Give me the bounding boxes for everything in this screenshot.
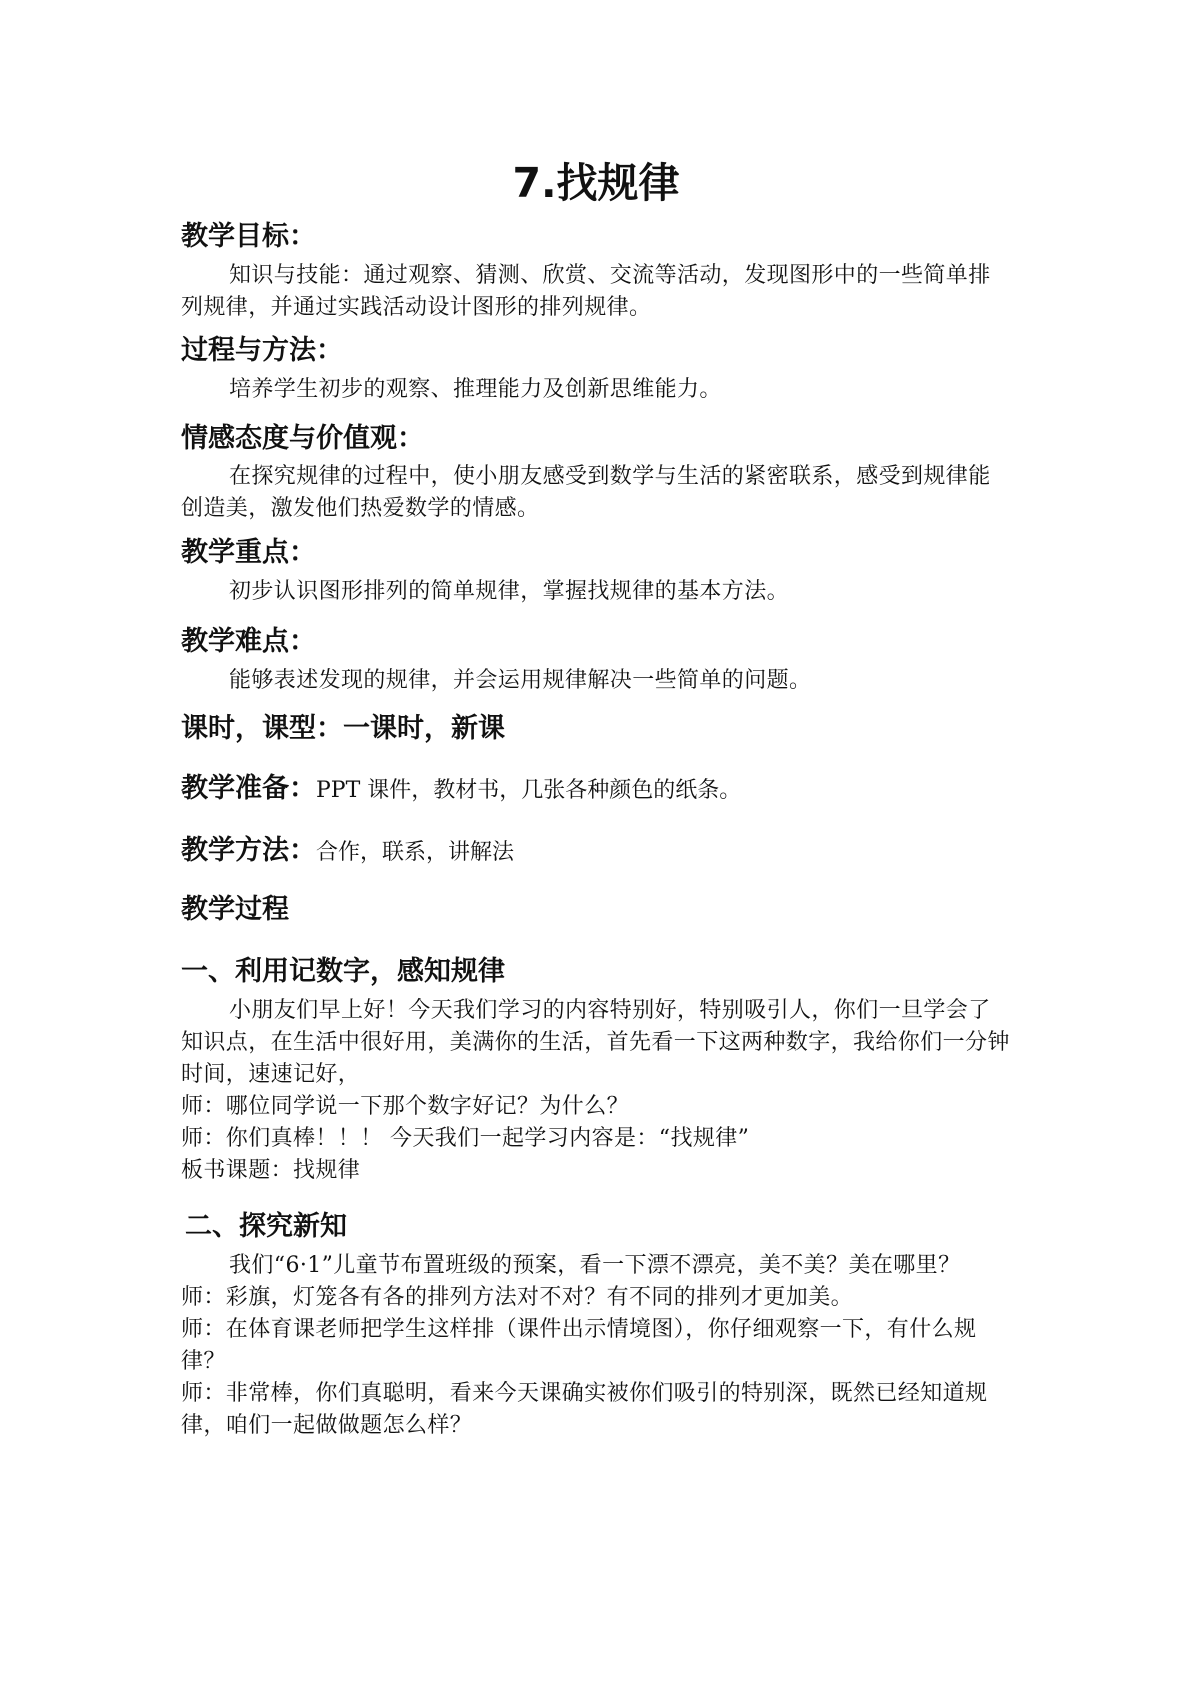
teaching-process-heading: 教学过程	[181, 894, 289, 925]
emotion-values-heading: 情感态度与价值观：	[181, 423, 424, 454]
preparation-line	[181, 772, 741, 808]
key-points-heading: 教学重点：	[181, 537, 316, 568]
teaching-goals-heading: 教学目标：	[181, 221, 316, 252]
method-value: 合作，联系，讲解法	[316, 840, 515, 865]
process-method-paragraph: 培养学生初步的观察、推理能力及创新思维能力。	[229, 377, 722, 402]
emotion-values-paragraph: 在探究规律的过程中，使小朋友感受到数学与生活的紧密联系，感受到规律能创造美，激发他们热爱数学的情感。	[181, 464, 991, 521]
section-1-line-3: 板书课题：找规律	[181, 1158, 361, 1183]
lesson-type-heading: 课时，课型：一课时，新课	[181, 713, 505, 744]
section-1-intro: 小朋友们早上好！今天我们学习的内容特别好，特别吸引人，你们一旦学会了知识点，在生活中很好用，美满你的生活，首先看一下这两种数字，我给你们一分钟时间，速速记好，	[181, 998, 1010, 1087]
process-method-heading: 过程与方法：	[181, 335, 343, 366]
section-2-heading: 二、探究新知	[185, 1211, 347, 1242]
section-2-intro: 我们“6·1”儿童节布置班级的预案，看一下漂不漂亮，美不美？美在哪里？	[229, 1253, 961, 1278]
section-2-line-2: 师：在体育课老师把学生这样排（课件出示情境图），你仔细观察一下，有什么规律？	[181, 1317, 977, 1374]
method-line	[181, 834, 514, 870]
document-title: 7.找规律	[512, 159, 680, 207]
section-1-line-2: 师：你们真棒！！！ 今天我们一起学习内容是：“找规律”	[181, 1126, 750, 1151]
preparation-label: 教学准备：	[181, 773, 316, 804]
key-points-paragraph: 初步认识图形排列的简单规律，掌握找规律的基本方法。	[229, 579, 790, 604]
preparation-value: PPT 课件，教材书，几张各种颜色的纸条。	[316, 778, 742, 803]
section-1-line-1: 师：哪位同学说一下那个数字好记？为什么？	[181, 1094, 630, 1119]
section-2-line-1: 师：彩旗，灯笼各有各的排列方法对不对？有不同的排列才更加美。	[181, 1285, 854, 1310]
difficulties-heading: 教学难点：	[181, 626, 316, 657]
section-1-heading: 一、利用记数字，感知规律	[181, 956, 505, 987]
method-label: 教学方法：	[181, 835, 316, 866]
difficulties-paragraph: 能够表述发现的规律，并会运用规律解决一些简单的问题。	[229, 668, 812, 693]
section-2-line-3: 师：非常棒，你们真聪明，看来今天课确实被你们吸引的特别深，既然已经知道规律，咱们一起做做题怎么样？	[181, 1381, 988, 1438]
knowledge-skills-paragraph: 知识与技能：通过观察、猜测、欣赏、交流等活动，发现图形中的一些简单排列规律，并通过实践活动设计图形的排列规律。	[181, 263, 991, 320]
